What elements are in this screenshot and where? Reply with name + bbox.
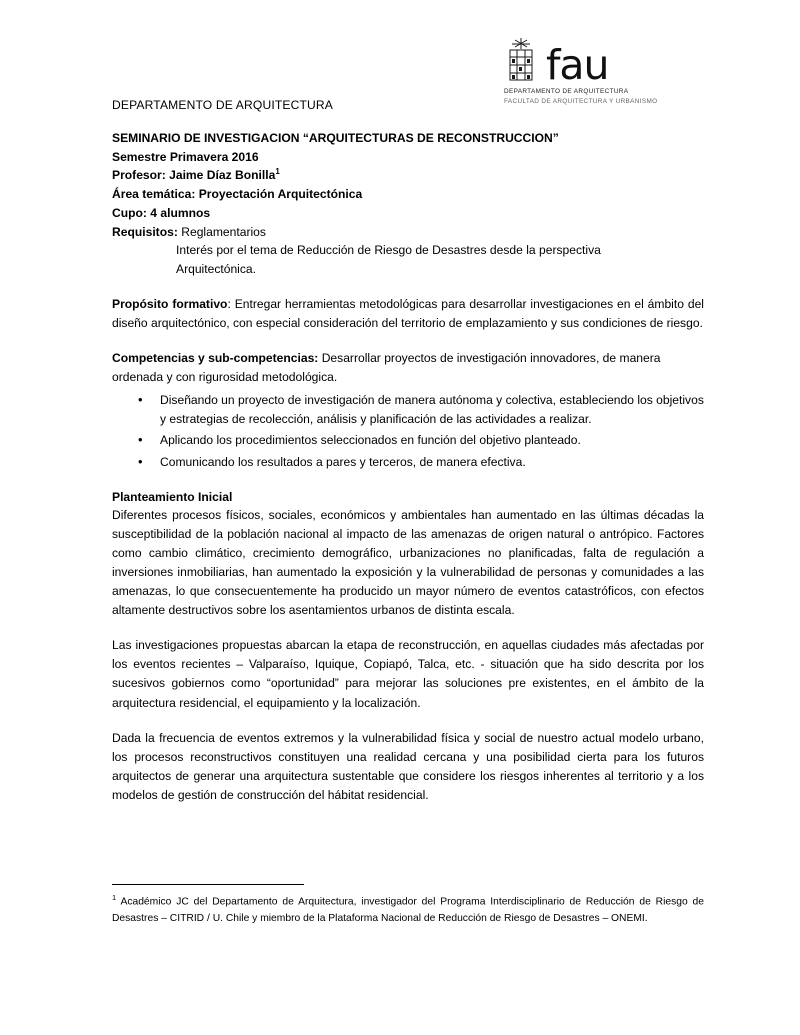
list-item: • Aplicando los procedimientos seleccionados en función del objetivo planteado. — [112, 431, 704, 450]
course-requirements — [112, 223, 704, 242]
footnote-body: Académico JC del Departamento de Arquitectura, investigador del Programa Interdisciplinario de Reducción de Riesgo de Desastres – CITRID / U. Chile y miembro de la Plataforma Nacional de Reducción de Riesgo de Desastres – ONEMI. — [112, 896, 704, 925]
course-semester: Semestre Primavera 2016 — [112, 149, 259, 164]
course-professor — [112, 166, 704, 185]
course-title: SEMINARIO DE INVESTIGACION “ARQUITECTURAS DE RECONSTRUCCION” — [112, 131, 559, 145]
course-requirements-extra-2: Arquitectónica. — [176, 262, 256, 277]
logo-subtitle-line-2: FACULTAD DE ARQUITECTURA Y URBANISMO — [504, 97, 658, 105]
footnote-area — [112, 884, 704, 928]
course-area: Área temática: Proyectación Arquitectónica — [112, 187, 363, 202]
course-meta-block — [112, 129, 704, 279]
purpose-paragraph — [112, 295, 704, 333]
fau-emblem-icon — [504, 38, 538, 82]
logo-wordmark: fau — [546, 41, 609, 90]
initial-paragraph-1: Diferentes procesos físicos, sociales, económicos y ambientales han aumentado en las últimas décadas la susceptibilidad de la población nacional al impacto de las amenazas de origen natural o antrópico. Factores como cambio climático, crecimiento demográfico, urbanizaciones no planificadas, falta de regulación a inversiones inmobiliarias, han aumentado la exposición y la vulnerabilidad de personas y comunidades a las amenazas, lo que consecuentemente ha producido un mayor número de eventos catastróficos, con efectos altamente destructivos sobre los asentamientos urbanos de distinta escala. — [112, 507, 704, 618]
competences-bullet-list — [112, 391, 704, 471]
competences-paragraph — [112, 349, 704, 387]
department-heading: DEPARTAMENTO DE ARQUITECTURA — [112, 98, 334, 112]
footnote-marker: 1 — [112, 893, 117, 902]
logo-subtitle-line-1: DEPARTAMENTO DE ARQUITECTURA — [504, 88, 629, 95]
footnote-divider — [112, 884, 304, 885]
logo-row — [504, 38, 704, 90]
footnote-marker-inline: 1 — [275, 167, 280, 177]
course-requirements-value: Reglamentarios — [181, 224, 266, 239]
fau-logo — [504, 38, 704, 107]
purpose-text: : Entregar herramientas metodológicas para desarrollar investigaciones en el ámbito del diseño arquitectónico, con especial consideración del territorio de emplazamiento y sus condiciones de riesgo. — [112, 296, 704, 330]
list-item: • Diseñando un proyecto de investigación de manera autónoma y colectiva, estableciendo los objetivos y estrategias de recolección, análisis y planificación de las actividades a realizar. — [112, 391, 704, 429]
footnote-text — [112, 892, 704, 928]
list-item: • Comunicando los resultados a pares y terceros, de manera efectiva. — [112, 453, 704, 472]
initial-statement-heading: Planteamiento Inicial — [112, 489, 233, 504]
initial-paragraph-2: Las investigaciones propuestas abarcan la etapa de reconstrucción, en aquellas ciudades más afectadas por los eventos recientes – Valparaíso, Iquique, Copiapó, Talca, etc. - situación que ha sido descrita por los sucesivos gobiernos como “oportunidad” para mejorar las soluciones pre existentes, en el ámbito de la arquitectura residencial, el equipamiento y la localización. — [112, 638, 704, 710]
competences-label: Competencias y sub-competencias: — [112, 351, 319, 366]
purpose-label: Propósito formativo — [112, 296, 228, 311]
course-requirements-label: Requisitos: — [112, 224, 178, 239]
logo-subtitle — [504, 87, 704, 107]
course-quota: Cupo: 4 alumnos — [112, 205, 211, 220]
course-requirements-extra-1: Interés por el tema de Reducción de Riesgo de Desastres desde la perspectiva — [176, 243, 601, 258]
competences-text: Desarrollar proyectos de investigación innovadores, de manera ordenada y con rigurosidad metodológica. — [112, 351, 661, 385]
initial-paragraph-3: Dada la frecuencia de eventos extremos y la vulnerabilidad física y social de nuestro actual modelo urbano, los procesos reconstructivos constituyen una realidad cercana y una posibilidad cierta para los futuros arquitectos de generar una arquitectura sustentable que considere los riesgos inherentes al territorio y a los modelos de gestión de construcción del hábitat residencial. — [112, 730, 704, 802]
course-professor-label: Profesor: Jaime Díaz Bonilla — [112, 168, 276, 183]
